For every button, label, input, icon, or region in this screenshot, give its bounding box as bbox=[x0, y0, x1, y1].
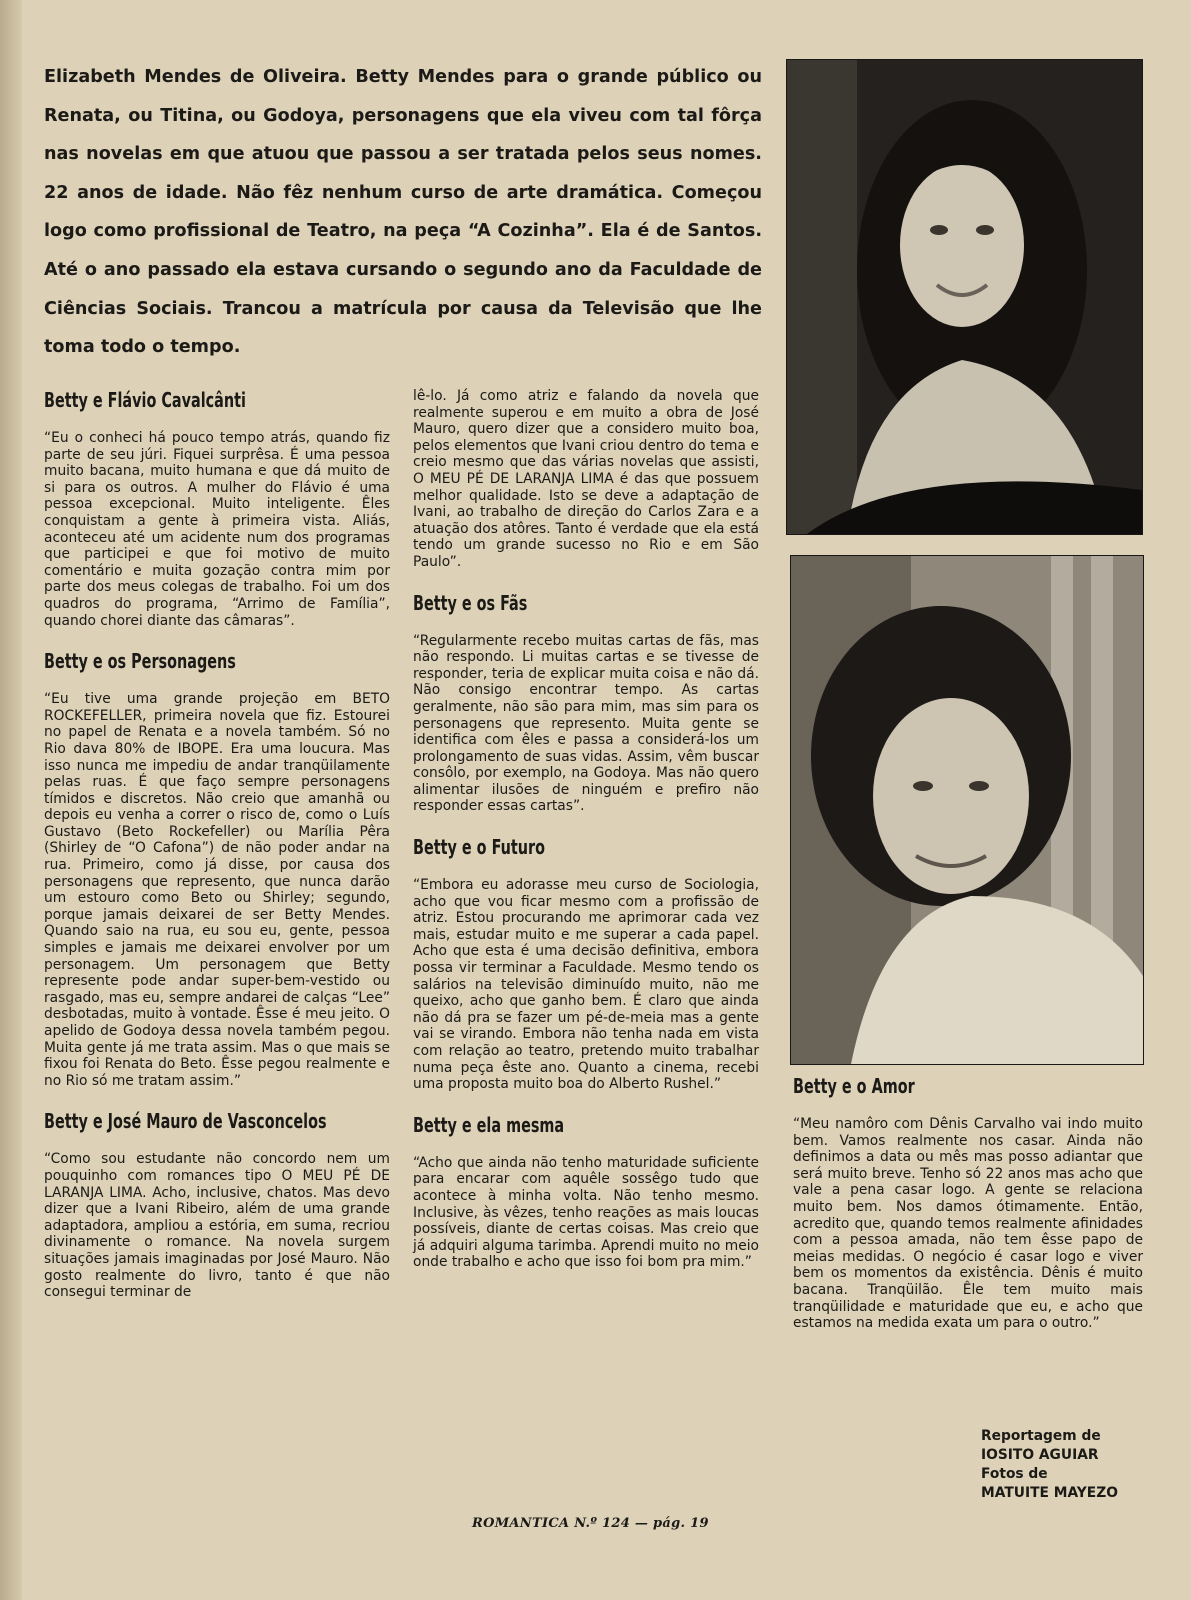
section-text-jose-mauro-continued: lê-lo. Já como atriz e falando da novela que realmente superou e em muito a obra de José Mauro, quero dizer que a considero muito boa, pelos elementos que Ivani criou dentro do tema e creio mesmo que das várias novelas que assisti, O MEU PÉ DE LARANJA LIMA é das que possuem melhor qualidade. Isto se deve a adaptação de Ivani, ao trabalho de direção do Carlos Zara e a atuação dos atôres. Tanto é verdade que ela está tendo um grande sucesso no Rio e em São Paulo”. bbox=[413, 388, 759, 570]
section-text-futuro: “Embora eu adorasse meu curso de Sociologia, acho que vou ficar mesmo com a profissão de atriz. Estou procurando me aprimorar cada vez mais, estudar muito e me superar a cada papel. Acho que esta é uma decisão definitiva, embora possa vir terminar a Faculdade. Mesmo tendo os salários na televisão diminuído muito, não me queixo, acho que ganho bem. É claro que ainda não dá pra se fazer um pé-de-meia mas a gente vai se virando. Embora não tenha nada em vista com relação ao teatro, pretendo muito trabalhar numa peça êste ano. Quanto a cinema, recebi uma proposta muito boa do Alberto Rushel.” bbox=[413, 877, 759, 1093]
column-3 bbox=[793, 1074, 1143, 1332]
photo-denis-carvalho bbox=[790, 555, 1144, 1065]
section-text-amor: “Meu namôro com Dênis Carvalho vai indo muito bem. Vamos realmente nos casar. Ainda não definimos a data ou mês mas posso adiantar que será muito breve. Tenho só 22 anos mas acho que vale a pena casar logo. A gente se relaciona muito bem. Nos damos ótimamente. Então, acredito que, quando temos realmente afinidades com a pessoa amada, não tem êsse papo de meias medidas. O negócio é casar logo e viver bem os momentos da existência. Dênis é muito bacana. Tranqüilão. Êle tem muito mais tranqüilidade e maturidade que eu, e acho que estamos na medida exata um para o outro.” bbox=[793, 1116, 1143, 1332]
credits-reportagem-label: Reportagem de bbox=[981, 1428, 1101, 1444]
section-text-ela-mesma: “Acho que ainda não tenho maturidade suficiente para encarar com aquêle sossêgo tudo que acontece à minha volta. Não tenho mesmo. Inclusive, às vêzes, tenho reações as mais loucas possíveis, diante de certas coisas. Mas creio que já adquiri alguma tarimba. Aprendi muito no meio onde trabalho e acho que isso foi bom pra mim.” bbox=[413, 1154, 759, 1271]
intro-paragraph: Elizabeth Mendes de Oliveira. Betty Mendes para o grande público ou Renata, ou Titina, ou Godoya, personagens que ela viveu com tal fôrça nas novelas em que atuou que passou a ser tratada pelos seus nomes. 22 anos de idade. Não fêz nenhum curso de arte dramática. Começou logo como profissional de Teatro, na peça “A Cozinha”. Ela é de Santos. Até o ano passado ela estava cursando o segundo ano da Faculdade de Ciências Sociais. Trancou a matrícula por causa da Televisão que lhe toma todo o tempo. bbox=[44, 67, 762, 358]
credits bbox=[981, 1427, 1161, 1503]
credits-fotos-label: Fotos de bbox=[981, 1466, 1048, 1482]
section-heading-fas: Betty e os Fãs bbox=[413, 590, 528, 615]
page-edge bbox=[0, 0, 22, 1600]
credits-reporter-name: IOSITO AGUIAR bbox=[981, 1447, 1099, 1463]
column-1 bbox=[44, 388, 390, 1301]
section-heading-jose-mauro: Betty e José Mauro de Vasconcelos bbox=[44, 1109, 327, 1134]
section-text-personagens: “Eu tive uma grande projeção em BETO ROCKEFELLER, primeira novela que fiz. Estourei no papel de Renata e a novela também. Só no Rio dava 80% de IBOPE. Era uma loucura. Mas isso nunca me impediu de andar tranqüilamente pelas ruas. É que faço sempre personagens tímidos e discretos. Não creio que amanhã ou depois eu venha a correr o risco de, como o Luís Gustavo (Beto Rockefeller) ou Marília Pêra (Shirley de “O Cafona”) de não poder andar na rua. Primeiro, como já disse, por causa dos personagens que represento, que nunca darão um estouro como Beto ou Shirley; segundo, porque jamais deixarei de ser Betty Mendes. Quando saio na rua, eu sou eu, gente, pessoa simples e jamais me deixarei envolver por um personagem. Um personagem que Betty represente pode andar super-bem-vestido ou rasgado, mas eu, sempre andarei de calças “Lee” desbotadas, muito à vontade. Êsse é meu jeito. O apelido de Godoya dessa novela também pegou. Muita gente já me trata assim. Mas o que mais se fixou foi Renata do Beto. Êsse pegou realmente e no Rio só me tratam assim.” bbox=[44, 691, 390, 1089]
photo-betty-mendes bbox=[786, 59, 1143, 535]
section-heading-amor: Betty e o Amor bbox=[793, 1074, 915, 1098]
page-footer: ROMANTICA N.º 124 — pág. 19 bbox=[472, 1516, 709, 1531]
section-text-fas: “Regularmente recebo muitas cartas de fãs, mas não respondo. Li muitas cartas e se tivesse de responder, teria de explicar muita coisa e não dá. Não consigo encontrar tempo. As cartas geralmente, não são para mim, mas sim para os personagens que represento. Muita gente se identifica com êles e passa a considerá-los um prolongamento de suas vidas. Assim, vêm buscar consôlo, por exemplo, na Godoya. Mas não quero alimentar ilusões de ninguém e prefiro não responder essas cartas”. bbox=[413, 632, 759, 815]
photo-betty-illustration bbox=[787, 60, 1142, 534]
section-heading-flavio: Betty e Flávio Cavalcânti bbox=[44, 388, 246, 412]
section-heading-futuro: Betty e o Futuro bbox=[413, 835, 545, 860]
column-2 bbox=[413, 388, 759, 1271]
section-heading-personagens: Betty e os Personagens bbox=[44, 649, 236, 674]
photo-denis-illustration bbox=[791, 556, 1143, 1064]
section-heading-ela-mesma: Betty e ela mesma bbox=[413, 1112, 565, 1137]
credits-photographer-name: MATUITE MAYEZO bbox=[981, 1485, 1118, 1501]
section-text-jose-mauro: “Como sou estudante não concordo nem um pouquinho com romances tipo O MEU PÉ DE LARANJA LIMA. Acho, inclusive, chatos. Mas devo dizer que a Ivani Ribeiro, além de uma grande adaptadora, ampliou a estória, em suma, recriou divinamente o romance. Na novela surgem situações jamais imaginadas por José Mauro. Não gosto realmente do livro, tanto é que não consegui terminar de bbox=[44, 1151, 390, 1301]
section-text-flavio: “Eu o conheci há pouco tempo atrás, quando fiz parte de seu júri. Fiquei surprêsa. É uma pessoa muito bacana, muito humana e que dá muito de si para os outros. A mulher do Flávio é uma pessoa excepcional. Muito inteligente. Êles conquistam a gente à primeira vista. Aliás, aconteceu até um acidente num dos programas que participei e que foi motivo de muito comentário e muita gozação contra mim por parte dos meus colegas de trabalho. Foi um dos quadros do programa, “Arrimo de Família”, quando chorei diante das câmaras”. bbox=[44, 430, 390, 629]
